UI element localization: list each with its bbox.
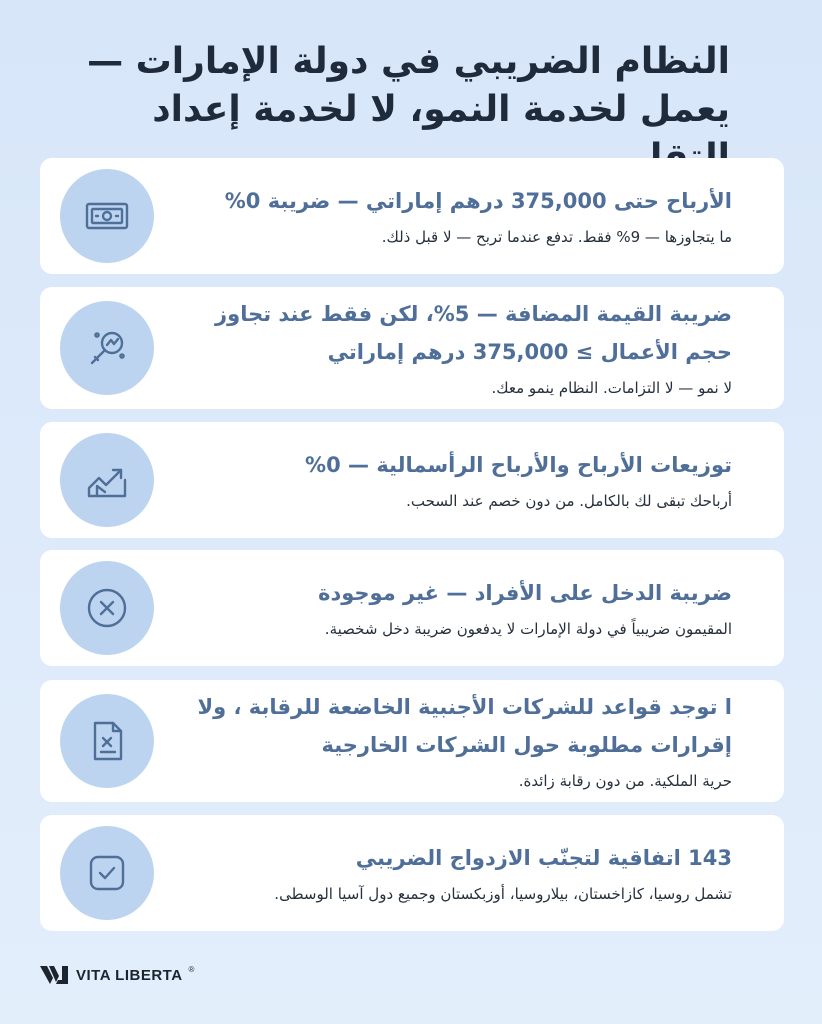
card-heading: الأرباح حتى 375,000 درهم إماراتي — ضريبة 0% (224, 189, 732, 213)
brand-logo (40, 964, 194, 986)
card-icon-circle (60, 694, 154, 788)
card-icon-circle (60, 561, 154, 655)
card-text (172, 446, 732, 514)
card-text (172, 688, 732, 794)
trend-up-icon (83, 456, 131, 504)
card-text (172, 839, 732, 907)
tax-card-corporate (40, 158, 784, 274)
card-heading: ضريبة الدخل على الأفراد — غير موجودة (318, 581, 732, 605)
card-heading: ضريبة القيمة المضافة — 5%، لكن فقط عند تجاوز حجم الأعمال ≥ 375,000 درهم إماراتي (215, 302, 732, 364)
magnifier-chart-icon (83, 324, 131, 372)
card-text (172, 295, 732, 401)
tax-card-cfc (40, 680, 784, 802)
card-heading: ا توجد قواعد للشركات الأجنبية الخاضعة للرقابة ، ولا إقرارات مطلوبة حول الشركات الخارجية (197, 695, 732, 757)
card-description: لا نمو — لا التزامات. النظام ينمو معك. (491, 379, 732, 397)
card-icon-circle (60, 301, 154, 395)
tax-card-personal-income (40, 550, 784, 666)
card-heading: توزيعات الأرباح والأرباح الرأسمالية — 0% (305, 453, 732, 477)
card-icon-circle (60, 433, 154, 527)
card-description: تشمل روسيا، كازاخستان، بيلاروسيا، أوزبكستان وجميع دول آسيا الوسطى. (274, 885, 732, 903)
card-description: ما يتجاوزها — 9% فقط. تدفع عندما تربح — لا قبل ذلك. (381, 228, 732, 246)
card-description: المقيمون ضريبياً في دولة الإمارات لا يدفعون ضريبة دخل شخصية. (324, 620, 732, 638)
card-icon-circle (60, 826, 154, 920)
tax-card-dividends (40, 422, 784, 538)
check-square-icon (83, 849, 131, 897)
money-bill-icon (83, 192, 131, 240)
tax-card-vat (40, 287, 784, 409)
card-heading: 143 اتفاقية لتجنّب الازدواج الضريبي (355, 846, 732, 870)
logo-mark-icon (40, 964, 70, 986)
page-title: النظام الضريبي في دولة الإمارات — يعمل لخدمة النمو، لا لخدمة إعداد (87, 41, 730, 130)
logo-text: VITA LIBERTA (76, 966, 183, 984)
card-text (172, 574, 732, 642)
document-cross-icon (83, 717, 131, 765)
card-description: حرية الملكية. من دون رقابة زائدة. (518, 772, 732, 790)
card-description: أرباحك تبقى لك بالكامل. من دون خصم عند السحب. (406, 492, 732, 510)
card-text (172, 182, 732, 250)
cross-circle-icon (83, 584, 131, 632)
logo-registered-mark: ® (188, 965, 195, 974)
card-icon-circle (60, 169, 154, 263)
tax-card-treaties (40, 815, 784, 931)
